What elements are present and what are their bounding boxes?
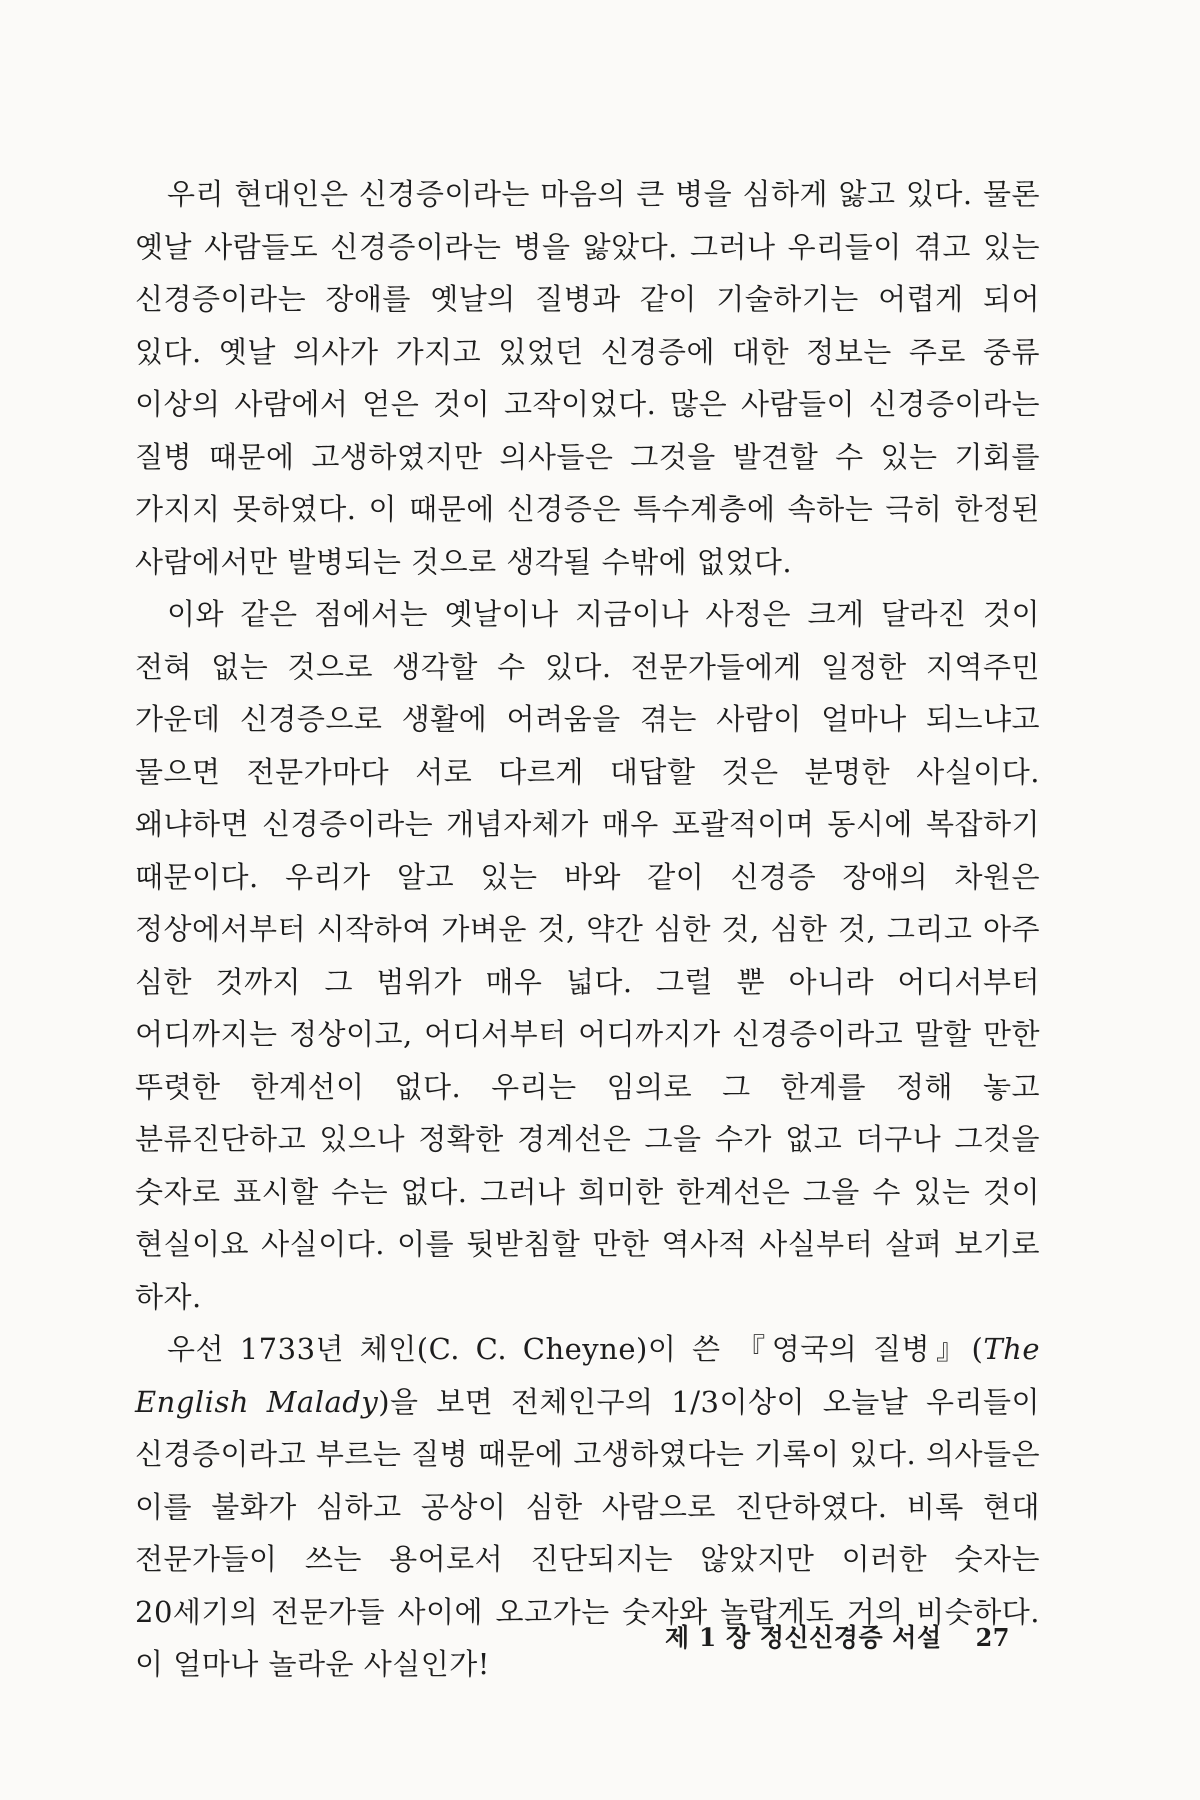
running-footer <box>665 1618 1010 1654</box>
paragraph-3-before-title: 우선 1733년 체인(C. C. Cheyne)이 쓴 『영국의 질병』( <box>167 1332 984 1366</box>
paragraph-2: 이와 같은 점에서는 옛날이나 지금이나 사정은 크게 달라진 것이 전혀 없는 것으로 생각할 수 있다. 전문가들에게 일정한 지역주민 가운데 신경증으로 생활에 어려움을 겪는 사람이 얼마나 되느냐고 물으면 전문가마다 서로 다르게 대답할 것은 분명한 사실이다. 왜냐하면 신경증이라는 개념자체가 매우 포괄적이며 동시에 복잡하기 때문이다. 우리가 알고 있는 바와 같이 신경증 장애의 차원은 정상에서부터 시작하여 가벼운 것, 약간 심한 것, 심한 것, 그리고 아주 심한 것까지 그 범위가 매우 넓다. 그럴 뿐 아니라 어디서부터 어디까지는 정상이고, 어디서부터 어디까지가 신경증이라고 말할 만한 뚜렷한 한계선이 없다. 우리는 임의로 그 한계를 정해 놓고 분류진단하고 있으나 정확한 경계선은 그을 수가 없고 더구나 그것을 숫자로 표시할 수는 없다. 그러나 희미한 한계선은 그을 수 있는 것이 현실이요 사실이다. 이를 뒷받침할 만한 역사적 사실부터 살펴 보기로 하자. <box>135 597 1040 1314</box>
page-number: 27 <box>975 1623 1010 1652</box>
paragraph-3-after-title: )을 보면 전체인구의 1/3이상이 오늘날 우리들이 신경증이라고 부르는 질병 때문에 고생하였다는 기록이 있다. 의사들은 이를 불화가 심하고 공상이 심한 사람으로 진단하였다. 비록 현대 전문가들이 쓰는 용어로서 진단되지는 않았지만 이러한 숫자는 20세기의 전문가들 사이에 오고가는 숫자와 놀랍게도 거의 비슷하다. 이 얼마나 놀라운 사실인가! <box>135 1384 1040 1681</box>
english-book-title: The English Malady <box>135 1332 1040 1419</box>
chapter-title: 제 1 장 정신신경증 서설 <box>665 1623 942 1652</box>
body-text <box>135 168 1040 1691</box>
paragraph-1: 우리 현대인은 신경증이라는 마음의 큰 병을 심하게 앓고 있다. 물론 옛날 사람들도 신경증이라는 병을 앓았다. 그러나 우리들이 겪고 있는 신경증이라는 장애를 옛날의 질병과 같이 기술하기는 어렵게 되어 있다. 옛날 의사가 가지고 있었던 신경증에 대한 정보는 주로 중류 이상의 사람에서 얻은 것이 고작이었다. 많은 사람들이 신경증이라는 질병 때문에 고생하였지만 의사들은 그것을 발견할 수 있는 기회를 가지지 못하였다. 이 때문에 신경증은 특수계층에 속하는 극히 한정된 사람에서만 발병되는 것으로 생각될 수밖에 없었다. <box>135 177 1040 579</box>
